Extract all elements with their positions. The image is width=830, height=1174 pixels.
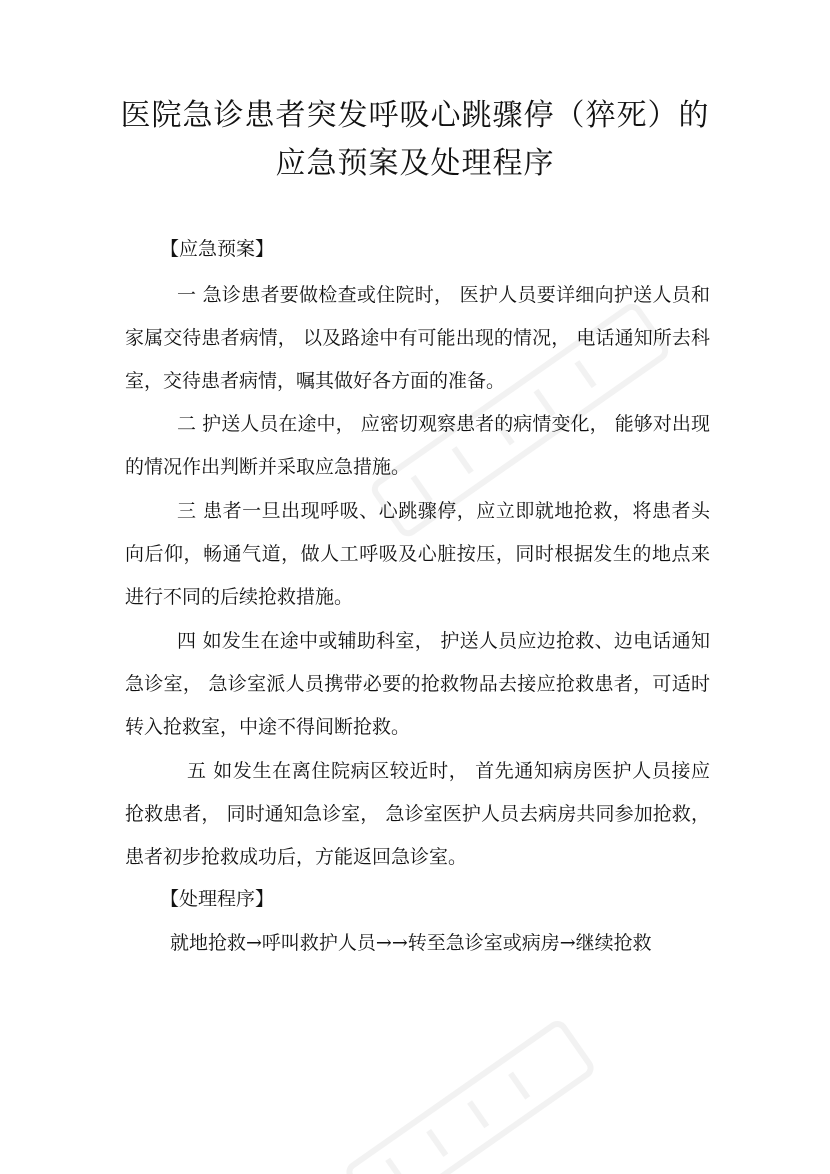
title-line-2: 应急预案及处理程序	[275, 146, 555, 181]
paragraph-1: 一 急诊患者要做检查或住院时， 医护人员要详细向护送人员和家属交待患者病情， 以及路途中有可能出现的情况， 电话通知所去科室，交待患者病情，嘱其做好各方面的准备。	[125, 284, 710, 392]
paragraph-4: 四 如发生在途中或辅助科室， 护送人员应边抢救、边电话通知急诊室， 急诊室派人员携带必要的抢救物品去接应抢救患者，可适时转入抢救室，中途不得间断抢救。	[125, 630, 710, 738]
procedure-flow: 就地抢救→呼叫救护人员→→转至急诊室或病房→继续抢救	[170, 932, 652, 954]
paragraph-3: 三 患者一旦出现呼吸、心跳骤停，应立即就地抢救，将患者头向后仰，畅通气道，做人工呼吸及心脏按压，同时根据发生的地点来进行不同的后续抢救措施。	[125, 500, 710, 608]
paragraph-2: 二 护送人员在途中， 应密切观察患者的病情变化， 能够对出现的情况作出判断并采取应急措施。	[125, 413, 710, 478]
page-title	[120, 92, 710, 188]
title-line-1: 医院急诊患者突发呼吸心跳骤停（猝死）的	[120, 98, 710, 133]
plan-heading: 【应急预案】	[160, 238, 275, 260]
procedure-heading: 【处理程序】	[160, 888, 275, 910]
paragraph-5: 五 如发生在离住院病区较近时， 首先通知病房医护人员接应抢救患者， 同时通知急诊室， 急诊室医护人员去病房共同参加抢救，患者初步抢救成功后，方能返回急诊室。	[125, 760, 710, 868]
